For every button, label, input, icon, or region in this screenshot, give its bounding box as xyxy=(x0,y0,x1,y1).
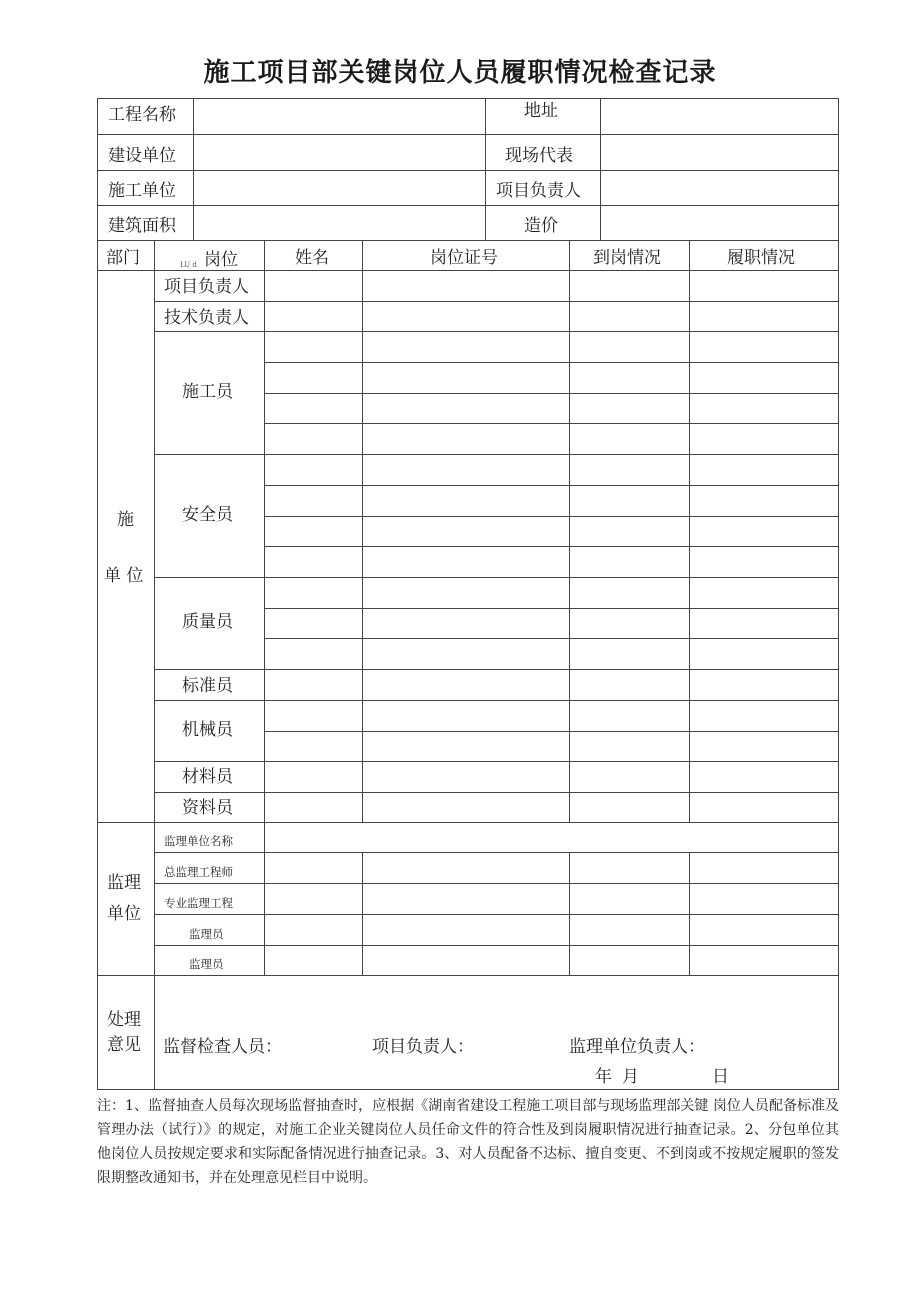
supervision-dept-line1: 监理 xyxy=(107,873,141,893)
role-constructor: 施工员 xyxy=(182,382,233,402)
supervision-dept-line2: 单位 xyxy=(107,904,141,924)
project-name-label: 工程名称 xyxy=(108,105,176,125)
role-technical-manager: 技术负责人 xyxy=(164,308,249,328)
builder-label: 建设单位 xyxy=(108,146,176,166)
role-specialist-supervisor: 专业监理工程 xyxy=(164,896,233,910)
col-post-prefix: LU d xyxy=(180,261,197,269)
col-post: 岗位 xyxy=(204,250,238,270)
address-label: 地址 xyxy=(524,101,558,121)
role-supervisor-1: 监理员 xyxy=(189,927,224,941)
role-supervisor-2: 监理员 xyxy=(189,957,224,971)
project-manager-signature-label: 项目负责人： xyxy=(372,1037,474,1057)
date-month: 月 xyxy=(622,1067,639,1087)
role-safety-officer: 安全员 xyxy=(182,505,233,525)
construction-dept-line1: 施 xyxy=(117,510,134,530)
role-standards-officer: 标准员 xyxy=(182,676,233,696)
date-year: 年 xyxy=(595,1067,612,1087)
role-chief-supervisor: 总监理工程师 xyxy=(164,865,233,879)
col-duty: 履职情况 xyxy=(727,248,795,268)
inspector-signature-label: 监督检查人员： xyxy=(163,1037,282,1057)
role-quality-officer: 质量员 xyxy=(182,612,233,632)
role-materials-officer: 材料员 xyxy=(182,767,233,787)
opinion-label-line1: 处理 xyxy=(107,1010,141,1030)
role-project-manager: 项目负责人 xyxy=(164,277,249,297)
role-machinery-officer: 机械员 xyxy=(182,720,233,740)
col-dept: 部门 xyxy=(106,248,140,268)
supervisor-manager-signature-label: 监理单位负责人： xyxy=(569,1037,705,1057)
cost-label: 造价 xyxy=(524,216,558,236)
role-supervision-unit-name: 监理单位名称 xyxy=(164,834,233,848)
site-rep-label: 现场代表 xyxy=(505,146,573,166)
date-day: 日 xyxy=(712,1067,729,1087)
col-cert: 岗位证号 xyxy=(430,248,498,268)
role-documents-officer: 资料员 xyxy=(182,798,233,818)
opinion-label-line2: 意见 xyxy=(107,1035,141,1055)
col-name: 姓名 xyxy=(295,248,329,268)
page-title: 施工项目部关键岗位人员履职情况检查记录 xyxy=(203,58,717,88)
project-manager-label: 项目负责人 xyxy=(496,181,581,201)
area-label: 建筑面积 xyxy=(108,216,176,236)
construction-dept-line2: 单 位 xyxy=(104,566,144,586)
col-arrival: 到岗情况 xyxy=(593,248,661,268)
contractor-label: 施工单位 xyxy=(108,181,176,201)
footnote: 注：1、监督抽查人员每次现场监督抽查时，应根据《湖南省建设工程施工项目部与现场监理部关键 岗位人员配备标准及管理办法（试行）》的规定，对施工企业关键岗位人员任命文件的符合性及到岗履职情况进行抽查记录。2、分包单位其他岗位人员按规定要求和实际配备情况进行抽查记录。3、对人员配备不达标、擅自变更、不到岗或不按规定履职的签发限期整改通知书，并在处理意见栏目中说明。 xyxy=(97,1098,839,1186)
